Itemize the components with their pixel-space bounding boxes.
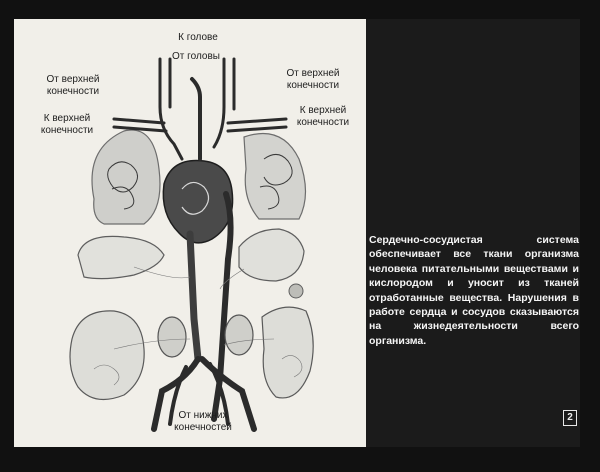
label-from-head: От головы xyxy=(172,51,220,62)
large-intestine-left xyxy=(70,311,144,400)
left-kidney xyxy=(158,317,186,357)
circulatory-system-illustration xyxy=(14,19,366,447)
label-from-upper-limb-left: От верхней конечности xyxy=(46,74,100,97)
label-from-lower-limbs: От нижних конечностей xyxy=(174,410,232,433)
right-lung xyxy=(244,133,306,219)
label-to-upper-limb-right: К верхней конечности xyxy=(296,105,350,128)
stomach xyxy=(239,229,304,281)
heart xyxy=(163,160,232,242)
label-to-upper-limb-left: К верхней конечности xyxy=(40,113,94,136)
right-kidney xyxy=(225,315,253,355)
large-intestine-right xyxy=(262,307,313,398)
slide xyxy=(14,19,580,447)
left-lung xyxy=(92,130,160,224)
spleen xyxy=(289,284,303,298)
label-to-head: К голове xyxy=(178,32,218,43)
label-from-upper-limb-right: От верхней конечности xyxy=(286,68,340,91)
description-text: Сердечно-сосудистая система обеспечивает все ткани организма человека питательными веществами и кислородом и уносит из тканей отработанные вещества. Нарушения в работе сердца и сосудов сказываются на жизнедеятельности всего организма. xyxy=(369,234,579,347)
slide-number-badge: 2 xyxy=(563,410,577,426)
